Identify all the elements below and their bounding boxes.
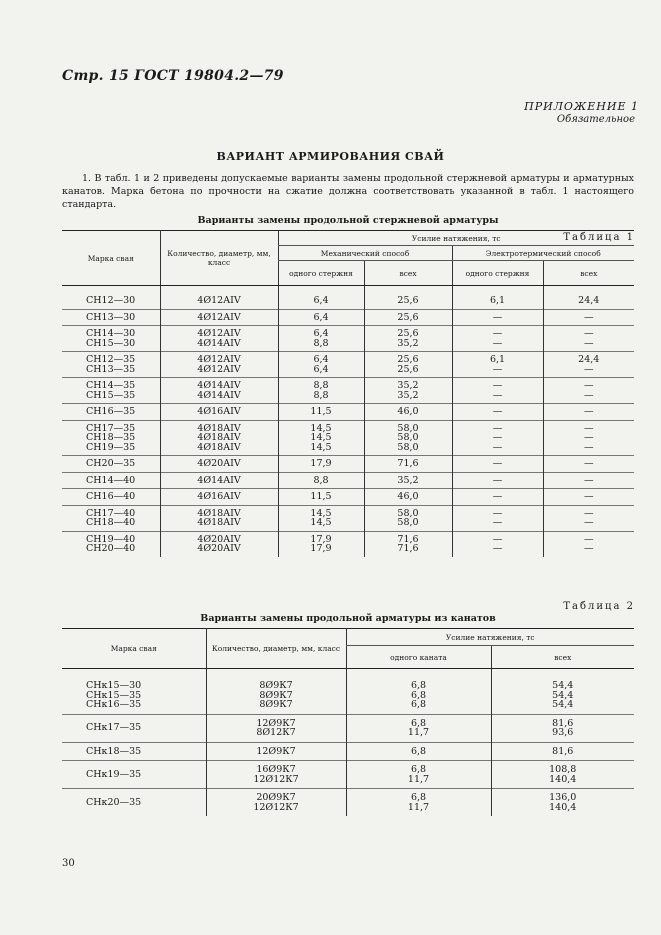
- t1-mech-all-cell: [364, 286, 452, 310]
- t1-electro-all-cell-line: —: [584, 458, 594, 469]
- t1-mech-all-cell-line: 35,2: [397, 474, 419, 486]
- t2-one-cell-line: 6,8: [410, 699, 427, 710]
- t1-electro-all-cell: [543, 309, 634, 326]
- table-row: [62, 669, 634, 715]
- t1-mech-all-cell-line: 25,6: [397, 295, 419, 306]
- t2-one-cell: [346, 669, 491, 715]
- t1-electro-all-cell-line: —: [584, 441, 594, 453]
- t1-mark-cell-line: СН14—30: [86, 328, 136, 339]
- t1-qty-cell: [160, 456, 278, 473]
- t1-mark-cell: [62, 352, 160, 378]
- t2-one-cell-line: 11,7: [407, 773, 430, 785]
- t1-electro-one-cell-line: —: [492, 474, 503, 486]
- t1-mech-all-cell-line: 46,0: [397, 491, 419, 502]
- t1-mech-one-cell-line: 8,8: [313, 337, 329, 349]
- t2-qty-cell-line: 12Ø9К7: [256, 745, 296, 757]
- t2-one-cell: [346, 714, 491, 742]
- t1-mark-cell-line: СН14—35: [86, 380, 136, 391]
- table-row: [62, 286, 634, 310]
- t1-mark-cell-line: СН13—30: [86, 311, 136, 323]
- t1-mark-cell-line: СН18—35: [86, 432, 136, 443]
- table-row: [62, 404, 634, 421]
- t1-mech-one-cell: [278, 531, 364, 557]
- table1: [62, 230, 634, 557]
- t1-mark-cell-line: СН12—35: [86, 354, 136, 365]
- t1-header-mech-all: всех: [364, 261, 452, 286]
- t1-mech-one-cell: [278, 286, 364, 310]
- t2-mark-cell: [62, 761, 206, 789]
- t1-mech-one-cell-line: 14,5: [310, 422, 332, 434]
- t1-mech-all-cell: [364, 420, 452, 456]
- t1-qty-cell-line: 4Ø16AIV: [197, 406, 241, 417]
- t1-qty-cell-line: 4Ø18AIV: [197, 432, 241, 443]
- t2-one-cell-line: 6,8: [410, 764, 427, 775]
- t1-electro-all-cell-line: —: [584, 380, 594, 391]
- t1-electro-one-cell-line: —: [492, 406, 503, 417]
- t1-qty-cell-line: 4Ø18AIV: [197, 441, 241, 453]
- table1-caption: Варианты замены продольной стержневой арматуры: [197, 215, 499, 226]
- t1-electro-all-cell-line: —: [584, 363, 594, 375]
- t1-qty-cell: [160, 352, 278, 378]
- t1-electro-all-cell: [543, 531, 634, 557]
- t2-all-cell-line: 140,4: [549, 801, 577, 813]
- t1-mech-one-cell: [278, 472, 364, 489]
- t1-mark-cell-line: СН14—40: [86, 474, 136, 486]
- t2-all-cell-line: 81,6: [552, 745, 574, 757]
- t1-mech-all-cell-line: 25,6: [397, 328, 419, 339]
- t1-mech-one-cell: [278, 420, 364, 456]
- t1-electro-one-cell: [452, 420, 543, 456]
- table-row: [62, 761, 634, 789]
- t1-mark-cell: [62, 505, 160, 531]
- t2-one-cell-line: 6,8: [410, 717, 427, 729]
- t1-mark-cell: [62, 378, 160, 404]
- t2-qty-cell: [206, 761, 346, 789]
- t1-mark-cell-line: СН12—30: [86, 295, 136, 306]
- t1-mech-one-cell-line: 11,5: [310, 491, 332, 502]
- t1-electro-one-cell-line: —: [492, 432, 503, 443]
- t1-electro-all-cell-line: —: [584, 543, 594, 554]
- table-row: [62, 352, 634, 378]
- table2: [62, 628, 634, 816]
- t1-mark-cell-line: СН18—40: [86, 517, 136, 528]
- t1-electro-all-cell: [543, 352, 634, 378]
- table-row: [62, 742, 634, 761]
- t2-mark-cell-line: СНк19—35: [86, 768, 142, 780]
- t1-electro-all-cell: [543, 472, 634, 489]
- t1-qty-cell: [160, 489, 278, 506]
- t1-mech-one-cell-line: 14,5: [310, 517, 332, 528]
- t1-mech-all-cell: [364, 404, 452, 421]
- t1-mech-all-cell-line: 58,0: [397, 432, 419, 443]
- t1-electro-one-cell-line: —: [492, 311, 503, 323]
- t1-mech-all-cell-line: 58,0: [397, 422, 419, 434]
- t1-mark-cell-line: СН19—35: [86, 441, 136, 453]
- t1-qty-cell-line: 4Ø20AIV: [197, 458, 241, 469]
- t1-qty-cell: [160, 531, 278, 557]
- t1-mark-cell-line: СН15—35: [86, 389, 136, 401]
- t1-header-mech: Механический способ: [278, 246, 452, 261]
- t2-one-cell-line: 6,8: [410, 689, 427, 701]
- table-row: [62, 309, 634, 326]
- t1-mark-cell-line: СН15—30: [86, 337, 136, 349]
- table1-label: Таблица 1: [563, 232, 635, 243]
- t2-all-cell: [491, 789, 634, 817]
- t1-mark-cell: [62, 326, 160, 352]
- page-header: Стр. 15 ГОСТ 19804.2—79: [62, 68, 284, 84]
- t1-mark-cell: [62, 309, 160, 326]
- t2-one-cell-line: 11,7: [407, 727, 430, 738]
- t1-electro-one-cell: [452, 404, 543, 421]
- t2-mark-cell-line: СНк17—35: [86, 722, 142, 734]
- t1-mark-cell-line: СН20—35: [86, 458, 136, 469]
- t1-qty-cell-line: 4Ø16AIV: [197, 491, 241, 502]
- t2-all-cell-line: 140,4: [549, 773, 577, 785]
- t2-qty-cell: [206, 669, 346, 715]
- t1-qty-cell: [160, 404, 278, 421]
- t2-all-cell-line: 54,4: [552, 699, 574, 710]
- t1-electro-all-cell-line: —: [584, 491, 594, 502]
- t1-mech-all-cell-line: 35,2: [397, 337, 419, 349]
- t1-electro-all-cell: [543, 404, 634, 421]
- t1-qty-cell: [160, 378, 278, 404]
- t1-mech-one-cell: [278, 456, 364, 473]
- t2-qty-cell: [206, 789, 346, 817]
- t2-qty-cell-line: 8Ø12К7: [256, 727, 296, 738]
- t1-qty-cell-line: 4Ø12AIV: [197, 354, 241, 365]
- t1-electro-one-cell-line: —: [492, 422, 503, 434]
- t1-electro-one-cell-line: —: [492, 458, 503, 469]
- page-number: 30: [62, 858, 75, 869]
- appendix-title: ПРИЛОЖЕНИЕ 1: [524, 100, 639, 113]
- t1-electro-one-cell-line: —: [492, 517, 503, 528]
- t1-mech-all-cell: [364, 378, 452, 404]
- t1-header-quantity: Количество, диаметр, мм, класс: [160, 231, 278, 286]
- t1-header-electro: Электротермический способ: [452, 246, 634, 261]
- t1-electro-all-cell-line: —: [584, 507, 594, 519]
- t1-electro-all-cell: [543, 456, 634, 473]
- t1-mech-one-cell-line: 14,5: [310, 507, 332, 519]
- t1-mark-cell: [62, 404, 160, 421]
- t1-mech-all-cell: [364, 309, 452, 326]
- t2-qty-cell-line: 12Ø12К7: [253, 773, 299, 785]
- t1-qty-cell-line: 4Ø14AIV: [197, 474, 241, 486]
- t1-qty-cell: [160, 505, 278, 531]
- t2-all-cell-line: 54,4: [552, 689, 574, 701]
- section-title: ВАРИАНТ АРМИРОВАНИЯ СВАЙ: [216, 150, 445, 163]
- t1-mark-cell-line: СН17—35: [86, 422, 136, 434]
- t1-electro-one-cell-line: —: [492, 337, 503, 349]
- t1-electro-one-cell-line: —: [492, 389, 503, 401]
- t1-mech-one-cell: [278, 309, 364, 326]
- t1-mark-cell: [62, 489, 160, 506]
- t2-mark-cell-line: СНк15—35: [86, 689, 142, 701]
- t2-all-cell: [491, 761, 634, 789]
- t1-mech-all-cell: [364, 326, 452, 352]
- table-row: [62, 489, 634, 506]
- t2-qty-cell-line: 12Ø12К7: [253, 801, 299, 813]
- t1-electro-one-cell-line: —: [492, 543, 503, 554]
- t1-qty-cell-line: 4Ø18AIV: [197, 507, 241, 519]
- t1-header-mech-one: одного стержня: [278, 261, 364, 286]
- t1-electro-all-cell: [543, 286, 634, 310]
- t2-qty-cell-line: 8Ø9К7: [259, 680, 293, 691]
- t1-header-electro-one: одного стержня: [452, 261, 543, 286]
- t1-qty-cell-line: 4Ø12AIV: [197, 363, 241, 375]
- t1-mech-one-cell: [278, 404, 364, 421]
- t1-header-mark: Марка свая: [62, 231, 160, 286]
- t1-electro-one-cell-line: —: [492, 328, 503, 339]
- t1-mech-all-cell-line: 58,0: [397, 507, 419, 519]
- t1-qty-cell-line: 4Ø18AIV: [197, 517, 241, 528]
- t1-electro-all-cell-line: —: [584, 406, 594, 417]
- t1-qty-cell: [160, 472, 278, 489]
- t1-mech-all-cell-line: 25,6: [397, 311, 419, 323]
- t1-electro-all-cell-line: —: [584, 311, 594, 323]
- t2-one-cell-line: 11,7: [407, 801, 430, 813]
- t1-qty-cell: [160, 326, 278, 352]
- table-row: [62, 789, 634, 817]
- t2-all-cell-line: 136,0: [549, 792, 577, 803]
- t2-header-force: Усилие натяжения, тс: [346, 629, 634, 646]
- t1-electro-one-cell-line: —: [492, 533, 503, 545]
- appendix-subtitle: Обязательное: [556, 114, 635, 125]
- table-row: [62, 714, 634, 742]
- table-row: [62, 505, 634, 531]
- t1-electro-one-cell: [452, 472, 543, 489]
- table-row: [62, 456, 634, 473]
- t1-mark-cell: [62, 531, 160, 557]
- t1-electro-one-cell-line: —: [492, 441, 503, 453]
- t2-header-mark: Марка свая: [62, 629, 206, 669]
- t1-electro-one-cell: [452, 326, 543, 352]
- t1-mech-all-cell-line: 46,0: [397, 406, 419, 417]
- t1-electro-all-cell-line: —: [584, 533, 594, 545]
- table-row: [62, 326, 634, 352]
- t1-mech-all-cell-line: 25,6: [397, 354, 419, 365]
- t1-mech-all-cell: [364, 472, 452, 489]
- t1-qty-cell-line: 4Ø18AIV: [197, 422, 241, 434]
- table-row: [62, 378, 634, 404]
- t2-mark-cell: [62, 789, 206, 817]
- t1-qty-cell-line: 4Ø20AIV: [197, 533, 241, 545]
- intro-paragraph: 1. В табл. 1 и 2 приведены допускаемые варианты замены продольной стержневой арматуры и арматурных канатов. Марка бетона по прочности на сжатие должна соответствовать указанной в табл. 1 настоящего стандарта.: [62, 173, 634, 210]
- t1-mech-all-cell-line: 71,6: [397, 543, 419, 554]
- t1-electro-one-cell-line: —: [492, 380, 503, 391]
- t2-mark-cell: [62, 742, 206, 761]
- t1-electro-one-cell-line: 6,1: [489, 354, 506, 365]
- t1-mech-all-cell: [364, 505, 452, 531]
- t1-mark-cell: [62, 456, 160, 473]
- t1-electro-one-cell-line: —: [492, 491, 503, 502]
- t1-mech-one-cell: [278, 352, 364, 378]
- t2-all-cell: [491, 742, 634, 761]
- t1-qty-cell-line: 4Ø12AIV: [197, 328, 241, 339]
- t1-electro-one-cell-line: —: [492, 507, 503, 519]
- t1-mark-cell-line: СН19—40: [86, 533, 136, 545]
- table2-caption: Варианты замены продольной арматуры из канатов: [200, 613, 496, 624]
- t1-mech-all-cell: [364, 352, 452, 378]
- t1-electro-all-cell-line: —: [584, 389, 594, 401]
- t1-mech-all-cell-line: 58,0: [397, 517, 419, 528]
- t2-qty-cell-line: 8Ø9К7: [259, 689, 293, 701]
- t1-header-force: Усилие натяжения, тс: [278, 231, 634, 246]
- t1-qty-cell: [160, 286, 278, 310]
- t2-qty-cell-line: 20Ø9К7: [256, 792, 296, 803]
- t1-mark-cell-line: СН20—40: [86, 543, 136, 554]
- t1-mech-one-cell: [278, 505, 364, 531]
- t1-electro-all-cell: [543, 505, 634, 531]
- t1-electro-one-cell: [452, 378, 543, 404]
- t1-mech-one-cell-line: 6,4: [313, 363, 329, 375]
- t1-mech-one-cell: [278, 326, 364, 352]
- table-row: [62, 472, 634, 489]
- t1-electro-all-cell: [543, 420, 634, 456]
- t1-mech-one-cell-line: 8,8: [313, 389, 329, 401]
- t1-electro-all-cell-line: —: [584, 474, 594, 486]
- t2-all-cell: [491, 714, 634, 742]
- t2-qty-cell: [206, 714, 346, 742]
- table2-label: Таблица 2: [563, 601, 635, 612]
- t2-header-quantity: Количество, диаметр, мм, класс: [206, 629, 346, 669]
- t1-electro-one-cell-line: 6,1: [489, 295, 506, 306]
- t1-mech-all-cell: [364, 489, 452, 506]
- t1-electro-all-cell: [543, 326, 634, 352]
- t1-mark-cell-line: СН17—40: [86, 507, 136, 519]
- table-row: [62, 531, 634, 557]
- t2-qty-cell-line: 16Ø9К7: [256, 764, 296, 775]
- t1-electro-one-cell: [452, 505, 543, 531]
- t1-electro-all-cell: [543, 378, 634, 404]
- t2-mark-cell-line: СНк15—30: [86, 680, 142, 691]
- t1-mech-all-cell: [364, 531, 452, 557]
- t1-mech-one-cell-line: 17,9: [310, 458, 332, 469]
- t1-mech-one-cell-line: 11,5: [310, 406, 332, 417]
- t2-mark-cell-line: СНк16—35: [86, 699, 142, 710]
- t1-mech-all-cell: [364, 456, 452, 473]
- t2-one-cell: [346, 742, 491, 761]
- t1-qty-cell-line: 4Ø12AIV: [197, 295, 241, 306]
- t1-mech-all-cell-line: 71,6: [397, 458, 419, 469]
- t2-all-cell-line: 93,6: [552, 727, 574, 738]
- t1-mech-all-cell-line: 71,6: [397, 533, 419, 545]
- t1-mech-one-cell-line: 14,5: [310, 432, 332, 443]
- t1-header-electro-all: всех: [543, 261, 634, 286]
- t1-mech-one-cell-line: 8,8: [313, 474, 329, 486]
- t1-electro-one-cell: [452, 531, 543, 557]
- t2-mark-cell: [62, 714, 206, 742]
- t1-qty-cell-line: 4Ø14AIV: [197, 380, 241, 391]
- t1-electro-one-cell: [452, 352, 543, 378]
- t1-electro-one-cell: [452, 286, 543, 310]
- t2-one-cell: [346, 761, 491, 789]
- t1-mark-cell: [62, 472, 160, 489]
- t2-mark-cell-line: СНк18—35: [86, 745, 142, 757]
- t1-electro-all-cell-line: —: [584, 432, 594, 443]
- t2-all-cell-line: 54,4: [552, 680, 574, 691]
- t2-mark-cell: [62, 669, 206, 715]
- t1-mech-all-cell-line: 35,2: [397, 380, 419, 391]
- t1-electro-all-cell-line: —: [584, 337, 594, 349]
- t1-electro-one-cell: [452, 456, 543, 473]
- t1-electro-all-cell: [543, 489, 634, 506]
- t1-qty-cell-line: 4Ø12AIV: [197, 311, 241, 323]
- t2-qty-cell-line: 8Ø9К7: [259, 699, 293, 710]
- t1-electro-all-cell-line: 24,4: [578, 295, 600, 306]
- t1-mech-all-cell-line: 35,2: [397, 389, 419, 401]
- t1-mech-one-cell-line: 17,9: [310, 533, 332, 545]
- t2-one-cell: [346, 789, 491, 817]
- t1-mark-cell-line: СН16—35: [86, 406, 136, 417]
- t1-electro-one-cell: [452, 309, 543, 326]
- t1-qty-cell-line: 4Ø14AIV: [197, 389, 241, 401]
- t2-one-cell-line: 6,8: [410, 792, 427, 803]
- t1-mark-cell-line: СН13—35: [86, 363, 136, 375]
- t1-electro-all-cell-line: 24,4: [578, 354, 600, 365]
- t1-mech-one-cell-line: 14,5: [310, 441, 332, 453]
- t1-electro-all-cell-line: —: [584, 328, 594, 339]
- t1-electro-one-cell-line: —: [492, 363, 503, 375]
- t1-electro-all-cell-line: —: [584, 422, 594, 434]
- t1-mech-one-cell-line: 6,4: [313, 328, 329, 339]
- t1-mech-all-cell-line: 25,6: [397, 363, 419, 375]
- t2-one-cell-line: 6,8: [410, 745, 427, 757]
- t1-mark-cell: [62, 286, 160, 310]
- t1-mark-cell: [62, 420, 160, 456]
- t1-qty-cell-line: 4Ø20AIV: [197, 543, 241, 554]
- t1-mech-one-cell-line: 6,4: [313, 354, 329, 365]
- t2-all-cell: [491, 669, 634, 715]
- t2-qty-cell-line: 12Ø9К7: [256, 717, 296, 729]
- table-row: [62, 420, 634, 456]
- t1-mech-one-cell-line: 8,8: [313, 380, 329, 391]
- t1-qty-cell-line: 4Ø14AIV: [197, 337, 241, 349]
- t1-electro-one-cell: [452, 489, 543, 506]
- t1-mech-one-cell: [278, 489, 364, 506]
- t2-qty-cell: [206, 742, 346, 761]
- t2-all-cell-line: 81,6: [552, 717, 574, 729]
- t1-mech-one-cell: [278, 378, 364, 404]
- t1-mech-all-cell-line: 58,0: [397, 441, 419, 453]
- t2-one-cell-line: 6,8: [410, 680, 427, 691]
- t1-mark-cell-line: СН16—40: [86, 491, 136, 502]
- t1-qty-cell: [160, 309, 278, 326]
- t2-header-one: одного каната: [346, 646, 491, 669]
- t2-header-all: всех: [491, 646, 634, 669]
- t2-all-cell-line: 108,8: [549, 764, 577, 775]
- t1-electro-all-cell-line: —: [584, 517, 594, 528]
- t2-mark-cell-line: СНк20—35: [86, 796, 142, 808]
- t1-mech-one-cell-line: 6,4: [313, 295, 329, 306]
- t1-mech-one-cell-line: 17,9: [310, 543, 332, 554]
- t1-mech-one-cell-line: 6,4: [313, 311, 329, 323]
- t1-qty-cell: [160, 420, 278, 456]
